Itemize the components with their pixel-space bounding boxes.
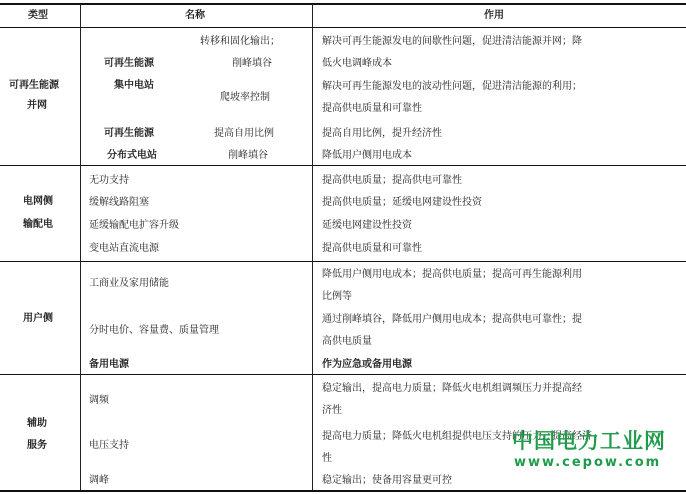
group-centralized-title: 可再生能源 [104,58,154,69]
row-role: 提高供电质量和可靠性 [322,243,422,254]
category-grid: 电网侧 [23,196,53,207]
category-ancillary-2: 服务 [27,440,47,451]
row-role: 解决可再生能源发电的波动性问题，促进清洁能源的利用； [322,81,582,92]
row-name: 调峰 [89,475,109,486]
row-name: 缓解线路阻塞 [89,197,149,208]
row-name: 延缓输配电扩容升级 [89,220,179,231]
row-role: 降低用户侧用电成本；提高供电质量；提高可再生能源利用 [322,269,582,280]
group-centralized-title-2: 集中电站 [114,80,154,91]
header-name: 名称 [185,10,205,21]
row-role: 提高电力质量；降低火电机组提供电压支持的压力，提高经济 [322,431,592,442]
row-role: 比例等 [322,291,352,302]
table-top-rule [0,3,686,5]
row-role: 延缓电网建设性投资 [322,220,412,231]
row-name: 分时电价、容量费、质量管理 [89,325,219,336]
header-role: 作用 [484,10,504,21]
row-name: 提高自用比例 [214,128,274,139]
watermark-url: www.cepow.com [514,455,662,470]
section-divider-2 [0,261,686,262]
row-role: 通过削峰填谷，降低用户侧用电成本；提高供电可靠性；提 [322,314,582,325]
row-role: 提高自用比例，提升经济性 [322,128,442,139]
column-divider-role [312,4,313,490]
group-distributed-title: 可再生能源 [104,128,154,139]
row-name: 工商业及家用储能 [89,278,169,289]
row-role-backup: 作为应急或备用电源 [322,359,412,370]
header-rule [0,27,686,28]
group-distributed-title-2: 分布式电站 [107,150,157,161]
row-role: 提高供电质量和可靠性 [322,103,422,114]
row-name: 变电站直流电源 [89,243,159,254]
row-role: 提高供电质量；提高供电可靠性 [322,175,462,186]
row-role: 低火电调峰成本 [322,58,392,69]
row-name: 调频 [89,395,109,406]
row-role: 降低用户侧用电成本 [322,150,412,161]
row-name: 转移和固化输出； [200,36,280,47]
row-role: 稳定输出；使备用容量更可控 [322,475,452,486]
row-role: 高供电质量 [322,336,372,347]
section-divider-1 [0,165,686,166]
column-divider-type [80,4,81,490]
section-divider-3 [0,374,686,375]
row-name-backup: 备用电源 [89,359,129,370]
table-bottom-rule [0,490,686,492]
row-name: 削峰填谷 [232,58,272,69]
row-name: 削峰填谷 [228,150,268,161]
row-name: 爬坡率控制 [220,92,270,103]
row-name: 电压支持 [89,440,129,451]
row-role: 济性 [322,405,342,416]
row-role: 解决可再生能源发电的间歇性问题，促进清洁能源并网；降 [322,36,582,47]
row-role: 提高供电质量；延缓电网建设性投资 [322,197,482,208]
watermark-logo-cn: 中国电力工业网 [512,429,666,453]
row-name: 无功支持 [89,175,129,186]
row-role: 性 [322,453,332,464]
category-user: 用户侧 [23,313,53,324]
header-type: 类型 [28,10,48,21]
category-renewable-2: 并网 [27,100,47,111]
category-grid-2: 输配电 [23,219,53,230]
row-role: 稳定输出，提高电力质量；降低火电机组调频压力并提高经 [322,383,582,394]
category-ancillary: 辅助 [27,418,47,429]
category-renewable: 可再生能源 [9,80,59,91]
